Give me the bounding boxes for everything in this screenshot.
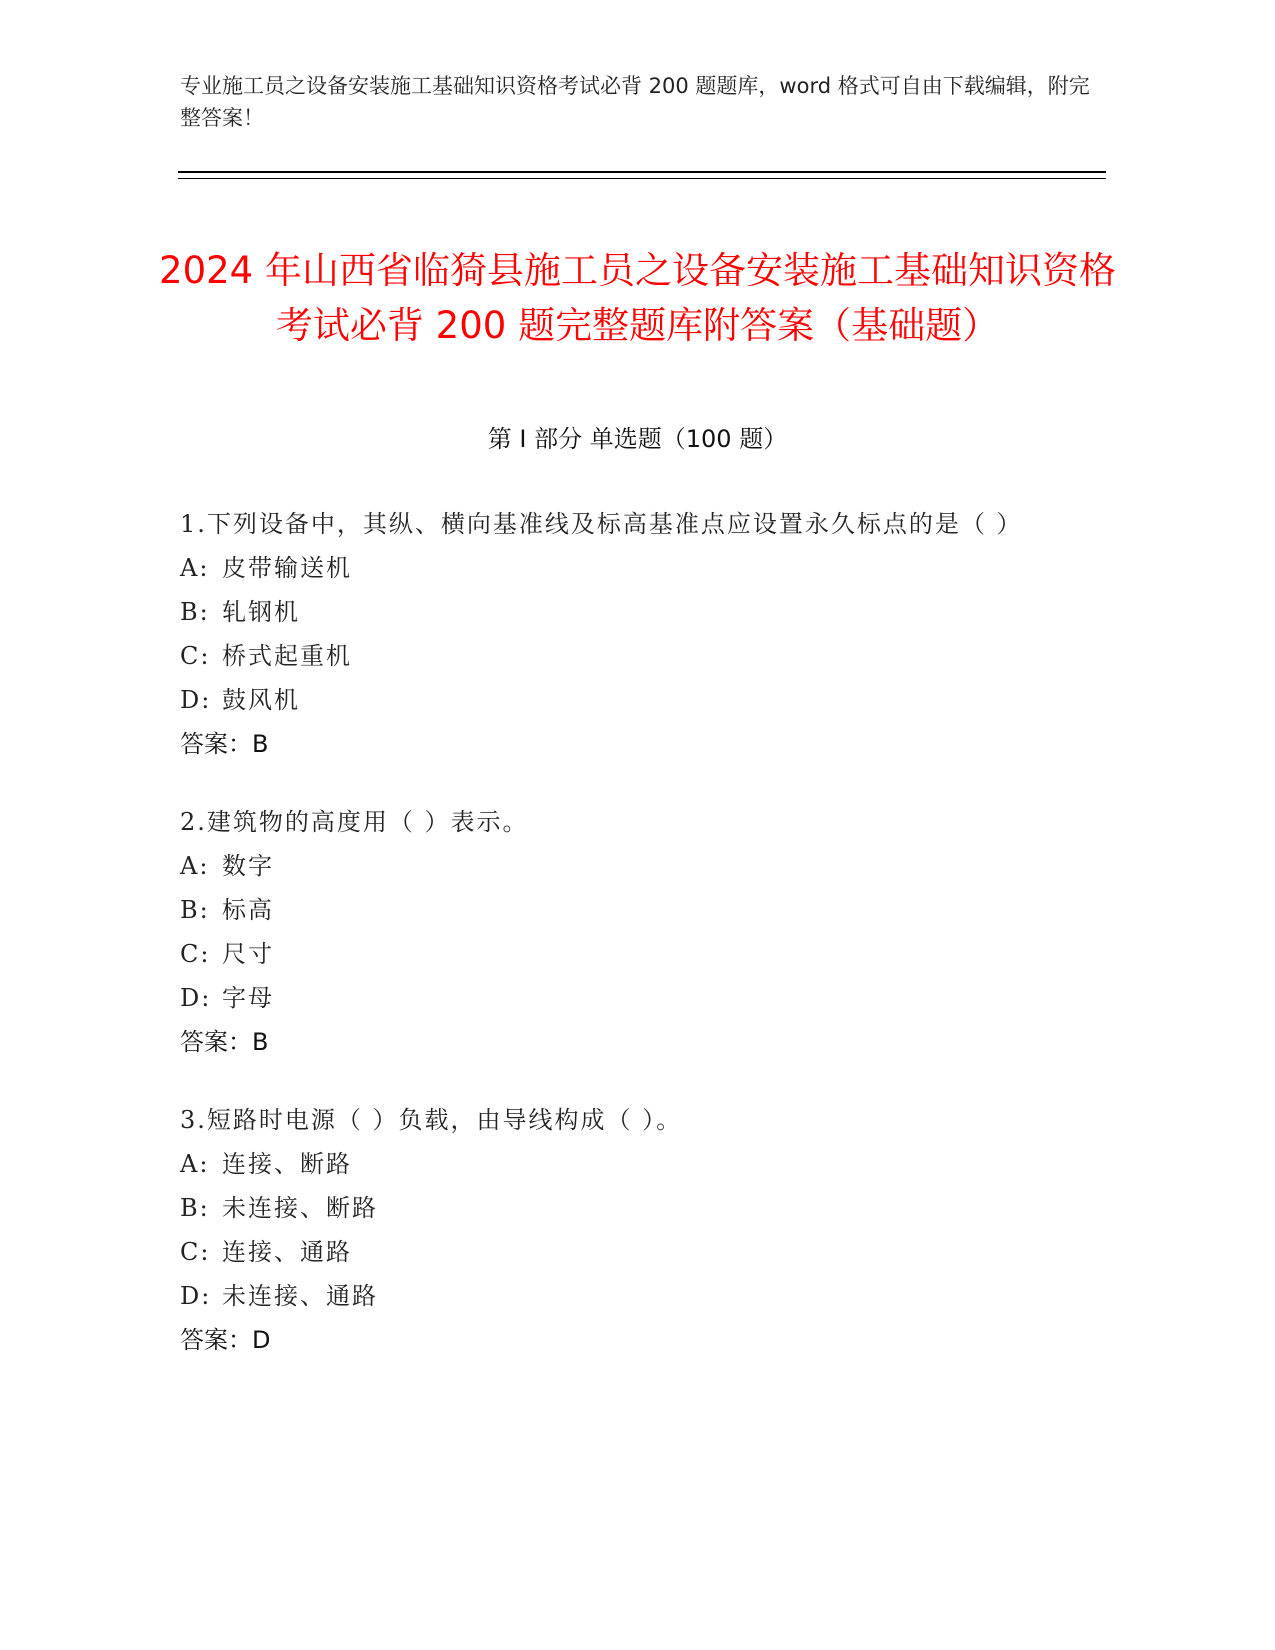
option-d (180, 1274, 1060, 1318)
question-3 (180, 1098, 1060, 1362)
option-a (180, 546, 1060, 590)
option-letter: C: (180, 1238, 211, 1266)
option-letter: C: (180, 642, 211, 670)
option-letter: A: (180, 1150, 210, 1178)
option-letter: A: (180, 554, 210, 582)
question-stem: 1.下列设备中，其纵、横向基准线及标高基准点应设置永久标点的是（ ） (180, 510, 1023, 538)
option-text: 连接、断路 (222, 1150, 352, 1178)
answer-line: 答案：D (180, 1326, 271, 1354)
option-text: 未连接、通路 (222, 1282, 378, 1310)
option-letter: B: (180, 598, 210, 626)
option-letter: B: (180, 896, 210, 924)
option-text: 连接、通路 (222, 1238, 352, 1266)
header-rule-thin (178, 178, 1106, 179)
option-letter: D: (180, 1282, 212, 1310)
option-text: 尺寸 (222, 940, 274, 968)
option-b (180, 1186, 1060, 1230)
option-text: 数字 (222, 852, 274, 880)
option-letter: D: (180, 984, 212, 1012)
option-text: 未连接、断路 (222, 1194, 378, 1222)
option-text: 桥式起重机 (222, 642, 352, 670)
option-c (180, 1230, 1060, 1274)
question-stem: 3.短路时电源（ ）负载，由导线构成（ ）。 (180, 1106, 683, 1134)
option-c (180, 634, 1060, 678)
option-c (180, 932, 1060, 976)
option-text: 字母 (222, 984, 274, 1012)
answer-line: 答案：B (180, 1028, 269, 1056)
option-b (180, 590, 1060, 634)
document-title: 2024 年山西省临猗县施工员之设备安装施工基础知识资格考试必背 200 题完整题库附答案（基础题） (159, 248, 1116, 347)
option-a (180, 1142, 1060, 1186)
header-rule-thick (178, 171, 1106, 173)
answer-line: 答案：B (180, 730, 269, 758)
option-a (180, 844, 1060, 888)
option-text: 标高 (222, 896, 274, 924)
question-stem: 2.建筑物的高度用（ ）表示。 (180, 808, 529, 836)
option-letter: A: (180, 852, 210, 880)
option-b (180, 888, 1060, 932)
section-heading: 第 I 部分 单选题（100 题） (487, 425, 788, 453)
question-2 (180, 800, 1060, 1064)
option-d (180, 678, 1060, 722)
option-text: 轧钢机 (222, 598, 300, 626)
header-note: 专业施工员之设备安装施工基础知识资格考试必背 200 题题库，word 格式可自由下载编辑，附完整答案！ (180, 74, 1090, 130)
option-text: 鼓风机 (222, 686, 300, 714)
option-letter: D: (180, 686, 212, 714)
option-letter: C: (180, 940, 211, 968)
option-letter: B: (180, 1194, 210, 1222)
question-list (180, 502, 1060, 1396)
option-text: 皮带输送机 (222, 554, 352, 582)
option-d (180, 976, 1060, 1020)
question-1 (180, 502, 1060, 766)
